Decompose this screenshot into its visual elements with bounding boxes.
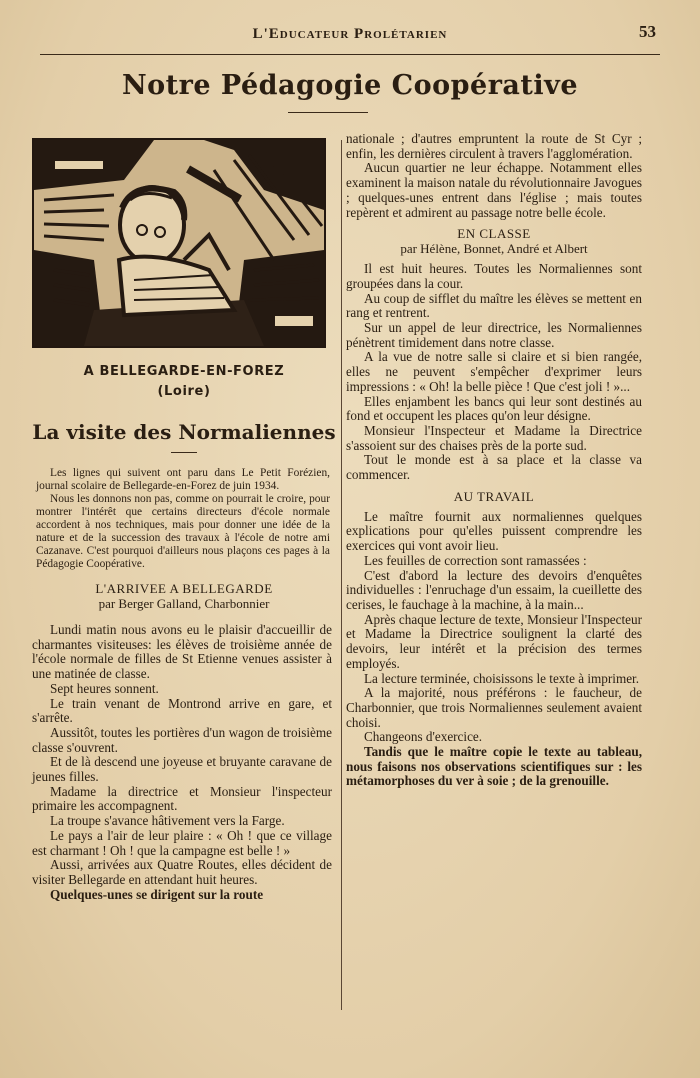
paragraph: Quelques-unes se dirigent sur la route [50,886,264,902]
right-column [346,132,642,789]
intro-paragraph: Nous les donnons non pas, comme on pourrait le croire, pour montrer l'intérêt que certains directeurs d'école normale accordent à nos techniques, mais pour donner une idée de la nature et de la succession des travaux à l'école de notre ami Cazanave. C'est pourquoi d'ailleurs nous plaçons ces pages à la Pédagogie Coopérative. [36,493,330,570]
running-head [40,20,660,46]
woodcut-icon [34,140,324,346]
paragraph: Les feuilles de correction sont ramassées : [364,552,587,568]
article-title: La visite des Normaliennes [32,420,336,444]
paragraph: Lundi matin nous avons eu le plaisir d'accueillir de charmantes visiteuses: les élèves de troisième année de l'école normale de filles de St Etienne venues assister à une matinée de classe. [32,622,332,682]
woodcut-illustration [32,138,326,348]
paragraph: Aussi, arrivées aux Quatre Routes, elles décident de visiter Bellegarde en attendant huit heures. [32,857,332,887]
paragraph: Le maître fournit aux normaliennes quelques explications pour qu'elles puissent comprendre les exercices qui vont avoir lieu. [346,508,642,554]
intro-paragraph: Les lignes qui suivent ont paru dans Le Petit Forézien, journal scolaire de Bellegarde-en-Forez de juin 1934. [36,467,330,492]
paragraph: La troupe s'avance hâtivement vers la Farge. [50,813,285,829]
paragraph: Changeons d'exercice. [364,729,483,745]
paragraph: Tandis que le maître copie le texte au tableau, nous faisons nos observations scientifiques sur : les métamorphoses du ver à soie ; de la grenouille. [346,744,642,789]
paragraph: Après chaque lecture de texte, Monsieur l'Inspecteur et Madame la Directrice soulignent la clarté des devoirs, leur intérêt et la précision des termes employés. [346,611,642,671]
paragraph: Sept heures sonnent. [50,680,159,696]
section-byline-arrivee: par Berger Galland, Charbonnier [98,596,270,611]
section-byline-en-classe: par Hélène, Bonnet, André et Albert [400,241,588,257]
title-rule [288,112,368,113]
paragraph: Au coup de sifflet du maître les élèves se mettent en rang et rentrent. [346,290,642,321]
journal-title: L'Educateur Prolétarien [252,26,448,42]
paragraph: Madame la directrice et Monsieur l'inspecteur primaire les accompagnent. [32,783,332,814]
paragraph: Elles enjambent les bancs qui leur sont destinés au fond et occupent les places qu'on leur désigne. [346,393,642,424]
paragraph: nationale ; d'autres empruntent la route de St Cyr ; enfin, les dernières circulent à travers l'agglomération. [346,131,642,161]
section-heading-en-classe: EN CLASSE [457,226,531,242]
section-heading-arrivee: L'ARRIVEE A BELLEGARDE [95,581,273,596]
paragraph: Il est huit heures. Toutes les Normaliennes sont groupées dans la cour. [346,261,642,291]
column-divider [341,140,342,1010]
intro-note [36,467,330,571]
left-column [32,138,336,902]
caption-place: A BELLEGARDE-EN-FOREZ [83,364,285,379]
caption-region: (Loire) [157,384,211,399]
section-body-au-travail [346,510,642,789]
paragraph: La lecture terminée, choisissons le texte à imprimer. [364,670,640,686]
paragraph: Le train venant de Montrond arrive en gare, et s'arrête. [32,695,332,726]
paragraph: Sur un appel de leur directrice, les Normaliennes pénètrent timidement dans notre classe. [346,320,642,350]
paragraph: C'est d'abord la lecture des devoirs d'enquêtes individuelles : l'enruchage d'un essaim, la cueillette des cerises, le fauchage à la machine, à la main... [346,567,642,612]
section-body-arrivee [32,623,332,902]
page-number: 53 [639,22,656,41]
paragraph: Le pays a l'air de leur plaire : « Oh ! que ce village est charmant ! Oh ! que la campagne est belle ! » [32,827,332,858]
paragraph: Tout le monde est à sa place et la classe va commencer. [346,452,642,483]
paragraph: Aussitôt, toutes les portières d'un wagon de troisième classe s'ouvrent. [32,724,332,755]
continued-text [346,132,642,220]
header-rule [40,54,660,55]
paragraph: A la vue de notre salle si claire et si bien rangée, elles ne peuvent s'empêcher d'exprimer leurs impressions : « Oh! la belle pièce ! Que c'est joli ! »... [346,349,642,394]
paragraph: Monsieur l'Inspecteur et Madame la Directrice s'assoient sur des chaises près de la porte sud. [346,422,642,453]
paragraph: Aucun quartier ne leur échappe. Notamment elles examinent la maison natale du révolutionnaire Javogues ; quelques-unes entrent dans l'église ; mais toutes repèrent et admirent au passage notre belle école. [346,160,642,220]
paragraph: Et de là descend une joyeuse et bruyante caravane de jeunes filles. [32,754,332,785]
section-heading-au-travail: AU TRAVAIL [453,488,535,504]
article-title-rule [171,452,197,453]
paragraph: A la majorité, nous préférons : le faucheur, de Charbonnier, que trois Normaliennes seulement avaient choisi. [346,685,642,730]
section-body-en-classe [346,262,642,483]
main-title: Notre Pédagogie Coopérative [121,70,579,101]
